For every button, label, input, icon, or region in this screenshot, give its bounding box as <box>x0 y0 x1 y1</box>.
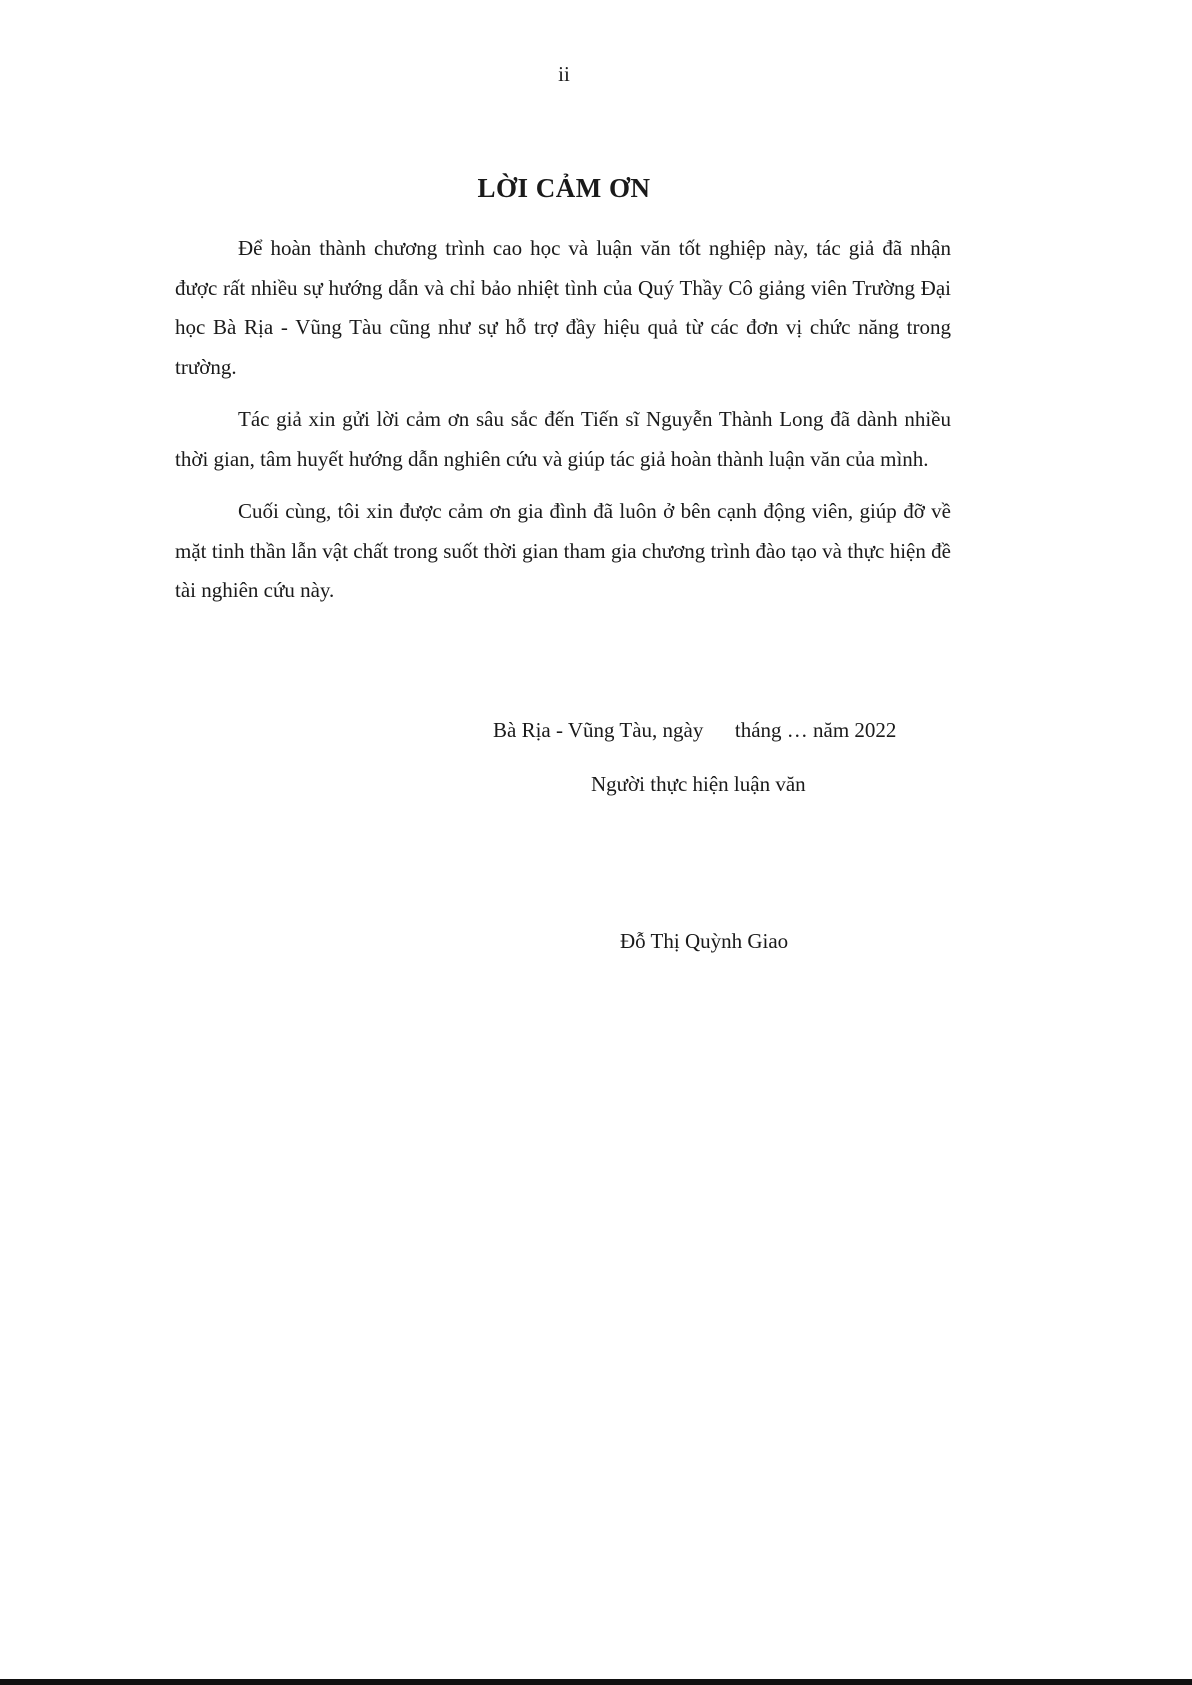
signature-name: Đỗ Thị Quỳnh Giao <box>620 929 789 953</box>
signature-role: Người thực hiện luận văn <box>591 772 806 796</box>
acknowledgement-body <box>175 229 951 624</box>
bottom-rule <box>0 1679 1192 1685</box>
signature-place-date: Bà Rịa - Vũng Tàu, ngày tháng … năm 2022 <box>493 718 897 742</box>
paragraph-3: Cuối cùng, tôi xin được cảm ơn gia đình đã luôn ở bên cạnh động viên, giúp đỡ về mặt tinh thần lẫn vật chất trong suốt thời gian tham gia chương trình đào tạo và thực hiện đề tài nghiên cứu này. <box>175 499 951 602</box>
page-number: ii <box>558 62 570 86</box>
page-title: LỜI CẢM ƠN <box>477 173 651 203</box>
paragraph-2: Tác giả xin gửi lời cảm ơn sâu sắc đến Tiến sĩ Nguyễn Thành Long đã dành nhiều thời gian, tâm huyết hướng dẫn nghiên cứu và giúp tác giả hoàn thành luận văn của mình. <box>175 407 951 471</box>
paragraph-1: Để hoàn thành chương trình cao học và luận văn tốt nghiệp này, tác giả đã nhận được rất nhiều sự hướng dẫn và chỉ bảo nhiệt tình của Quý Thầy Cô giảng viên Trường Đại học Bà Rịa - Vũng Tàu cũng như sự hỗ trợ đầy hiệu quả từ các đơn vị chức năng trong trường. <box>175 236 951 379</box>
